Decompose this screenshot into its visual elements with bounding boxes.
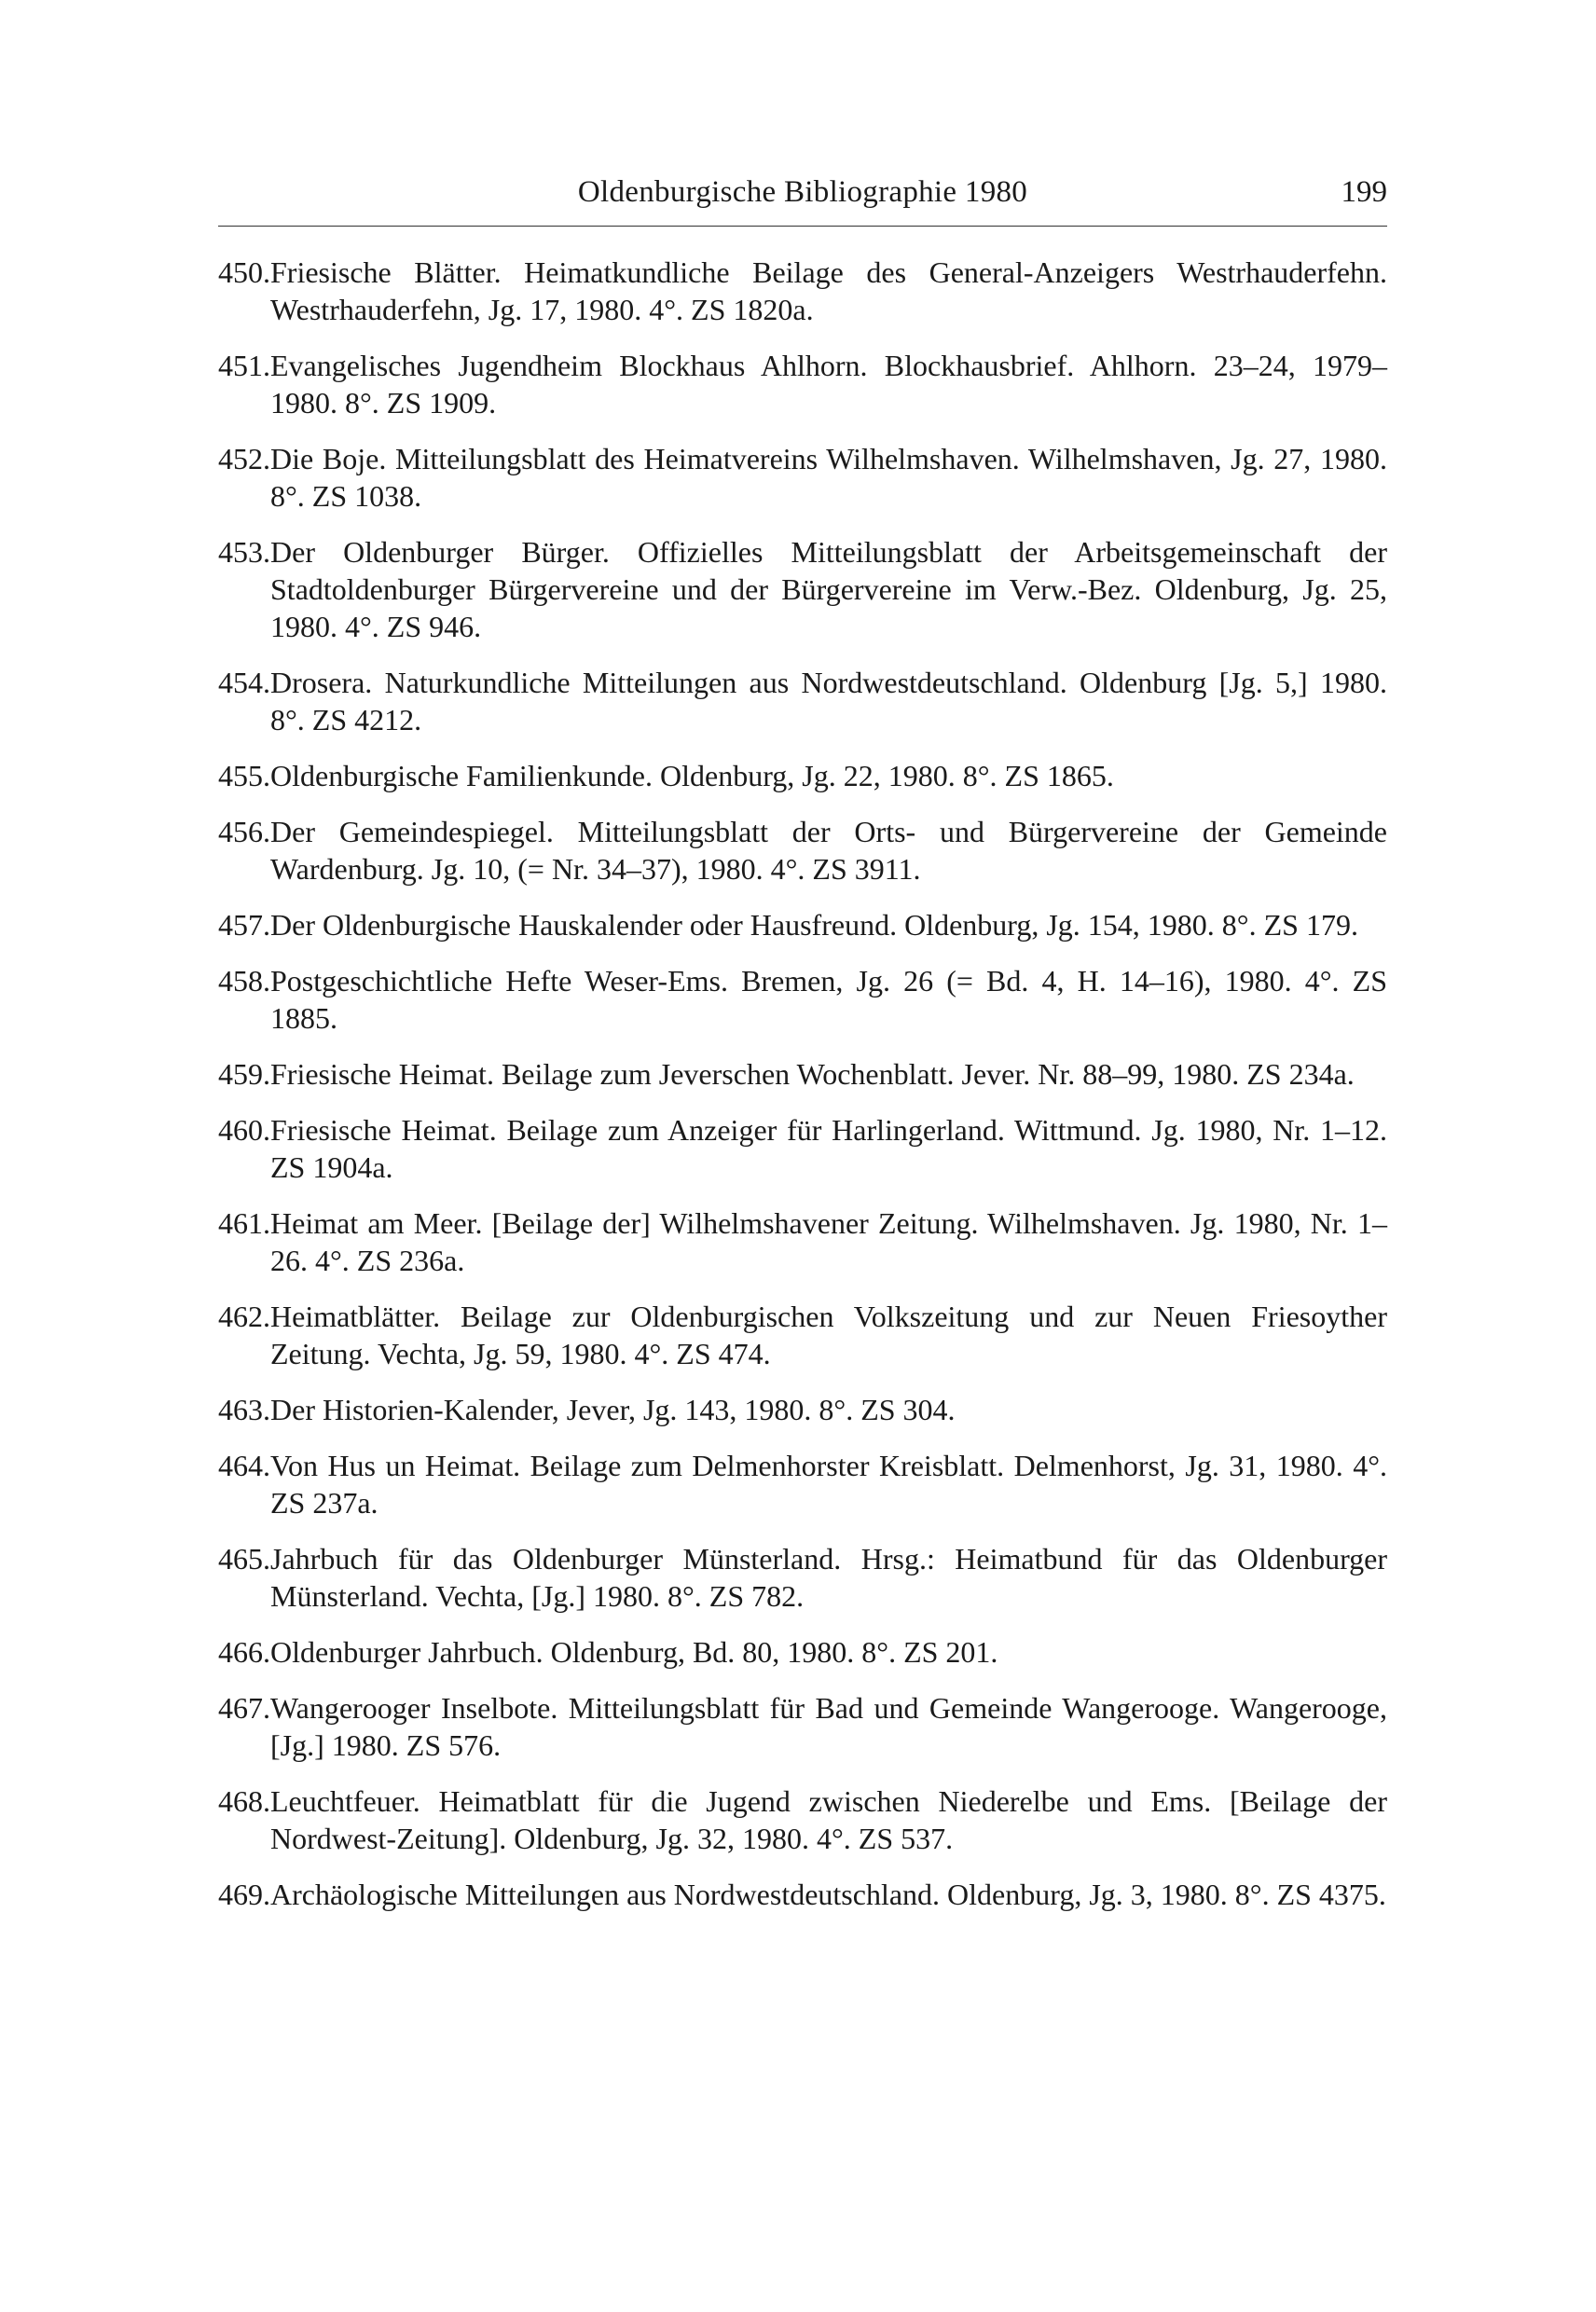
bibliography-entry-453	[218, 533, 1387, 645]
entry-number: 456.	[218, 815, 270, 848]
entry-text: Der Oldenburgische Hauskalender oder Hausfreund. Oldenburg, Jg. 154, 1980. 8°. ZS 179.	[270, 908, 1358, 942]
bibliography-entry-451	[218, 347, 1387, 421]
bibliography-entry-460	[218, 1111, 1387, 1186]
bibliography-entry-459	[218, 1055, 1387, 1093]
bibliography-entry-458	[218, 962, 1387, 1037]
bibliography-entry-467	[218, 1689, 1387, 1764]
entry-number: 450.	[218, 255, 270, 289]
entry-number: 451.	[218, 349, 270, 382]
bibliography-entry-466	[218, 1633, 1387, 1671]
entry-number: 459.	[218, 1057, 270, 1091]
entry-text: Friesische Heimat. Beilage zum Jeverschen Wochenblatt. Jever. Nr. 88–99, 1980. ZS 234a.	[270, 1057, 1355, 1091]
bibliography-entry-456	[218, 813, 1387, 888]
bibliography-entry-450	[218, 254, 1387, 328]
entry-text: Jahrbuch für das Oldenburger Münsterland. Hrsg.: Heimatbund für das Oldenburger Münsterland. Vechta, [Jg.] 1980. 8°. ZS 782.	[270, 1542, 1387, 1613]
entry-number: 468.	[218, 1784, 270, 1818]
header-rule	[218, 226, 1387, 227]
entry-number: 461.	[218, 1206, 270, 1240]
entry-number: 457.	[218, 908, 270, 942]
entry-text: Evangelisches Jugendheim Blockhaus Ahlhorn. Blockhausbrief. Ahlhorn. 23–24, 1979–1980. 8°. ZS 1909.	[270, 349, 1387, 420]
bibliography-list	[218, 254, 1387, 1932]
running-title: Oldenburgische Bibliographie 1980	[577, 175, 1028, 209]
bibliography-entry-468	[218, 1782, 1387, 1857]
bibliography-entry-462	[218, 1298, 1387, 1372]
entry-text: Der Historien-Kalender, Jever, Jg. 143, 1980. 8°. ZS 304.	[270, 1393, 956, 1426]
entry-text: Friesische Blätter. Heimatkundliche Beilage des General-Anzeigers Westrhauderfehn. Westrhauderfehn, Jg. 17, 1980. 4°. ZS 1820a.	[270, 255, 1387, 326]
entry-number: 460.	[218, 1113, 270, 1147]
running-head	[218, 168, 1387, 216]
entry-text: Heimatblätter. Beilage zur Oldenburgischen Volkszeitung und zur Neuen Friesoyther Zeitung. Vechta, Jg. 59, 1980. 4°. ZS 474.	[270, 1300, 1387, 1370]
entry-text: Heimat am Meer. [Beilage der] Wilhelmshavener Zeitung. Wilhelmshaven. Jg. 1980, Nr. 1–26. 4°. ZS 236a.	[270, 1206, 1387, 1277]
entry-text: Archäologische Mitteilungen aus Nordwestdeutschland. Oldenburg, Jg. 3, 1980. 8°. ZS 4375.	[270, 1878, 1386, 1911]
entry-text: Die Boje. Mitteilungsblatt des Heimatvereins Wilhelmshaven. Wilhelmshaven, Jg. 27, 1980. 8°. ZS 1038.	[270, 442, 1387, 513]
page-number: 199	[1341, 175, 1387, 209]
bibliography-entry-455	[218, 757, 1387, 794]
entry-number: 467.	[218, 1691, 270, 1725]
entry-text: Friesische Heimat. Beilage zum Anzeiger für Harlingerland. Wittmund. Jg. 1980, Nr. 1–12. ZS 1904a.	[270, 1113, 1387, 1184]
entry-text: Der Gemeindespiegel. Mitteilungsblatt der Orts- und Bürgervereine der Gemeinde Wardenburg. Jg. 10, (= Nr. 34–37), 1980. 4°. ZS 3911.	[270, 815, 1387, 886]
entry-text: Drosera. Naturkundliche Mitteilungen aus Nordwestdeutschland. Oldenburg [Jg. 5,] 1980. 8°. ZS 4212.	[270, 666, 1387, 736]
entry-number: 453.	[218, 535, 270, 569]
bibliography-entry-457	[218, 906, 1387, 943]
entry-text: Leuchtfeuer. Heimatblatt für die Jugend zwischen Niederelbe und Ems. [Beilage der Nordwest-Zeitung]. Oldenburg, Jg. 32, 1980. 4°. ZS 537.	[270, 1784, 1387, 1855]
entry-number: 452.	[218, 442, 270, 475]
entry-number: 469.	[218, 1878, 270, 1911]
entry-number: 464.	[218, 1449, 270, 1482]
bibliography-entry-469	[218, 1876, 1387, 1913]
entry-text: Postgeschichtliche Hefte Weser-Ems. Bremen, Jg. 26 (= Bd. 4, H. 14–16), 1980. 4°. ZS 1885.	[270, 964, 1387, 1035]
entry-text: Oldenburger Jahrbuch. Oldenburg, Bd. 80, 1980. 8°. ZS 201.	[270, 1635, 998, 1669]
entry-number: 458.	[218, 964, 270, 998]
entry-number: 462.	[218, 1300, 270, 1333]
entry-text: Der Oldenburger Bürger. Offizielles Mitteilungsblatt der Arbeitsgemeinschaft der Stadtoldenburger Bürgervereine und der Bürgervereine im Verw.-Bez. Oldenburg, Jg. 25, 1980. 4°. ZS 946.	[270, 535, 1387, 643]
entry-number: 465.	[218, 1542, 270, 1576]
bibliography-entry-461	[218, 1204, 1387, 1279]
entry-text: Wangerooger Inselbote. Mitteilungsblatt für Bad und Gemeinde Wangerooge. Wangerooge, [Jg.] 1980. ZS 576.	[270, 1691, 1387, 1762]
entry-number: 454.	[218, 666, 270, 699]
bibliography-entry-463	[218, 1391, 1387, 1428]
entry-number: 463.	[218, 1393, 270, 1426]
entry-number: 466.	[218, 1635, 270, 1669]
entry-text: Oldenburgische Familienkunde. Oldenburg, Jg. 22, 1980. 8°. ZS 1865.	[270, 759, 1114, 792]
bibliography-entry-464	[218, 1447, 1387, 1521]
entry-text: Von Hus un Heimat. Beilage zum Delmenhorster Kreisblatt. Delmenhorst, Jg. 31, 1980. 4°. ZS 237a.	[270, 1449, 1387, 1520]
entry-number: 455.	[218, 759, 270, 792]
bibliography-entry-454	[218, 664, 1387, 738]
bibliography-entry-452	[218, 440, 1387, 515]
bibliography-entry-465	[218, 1540, 1387, 1615]
